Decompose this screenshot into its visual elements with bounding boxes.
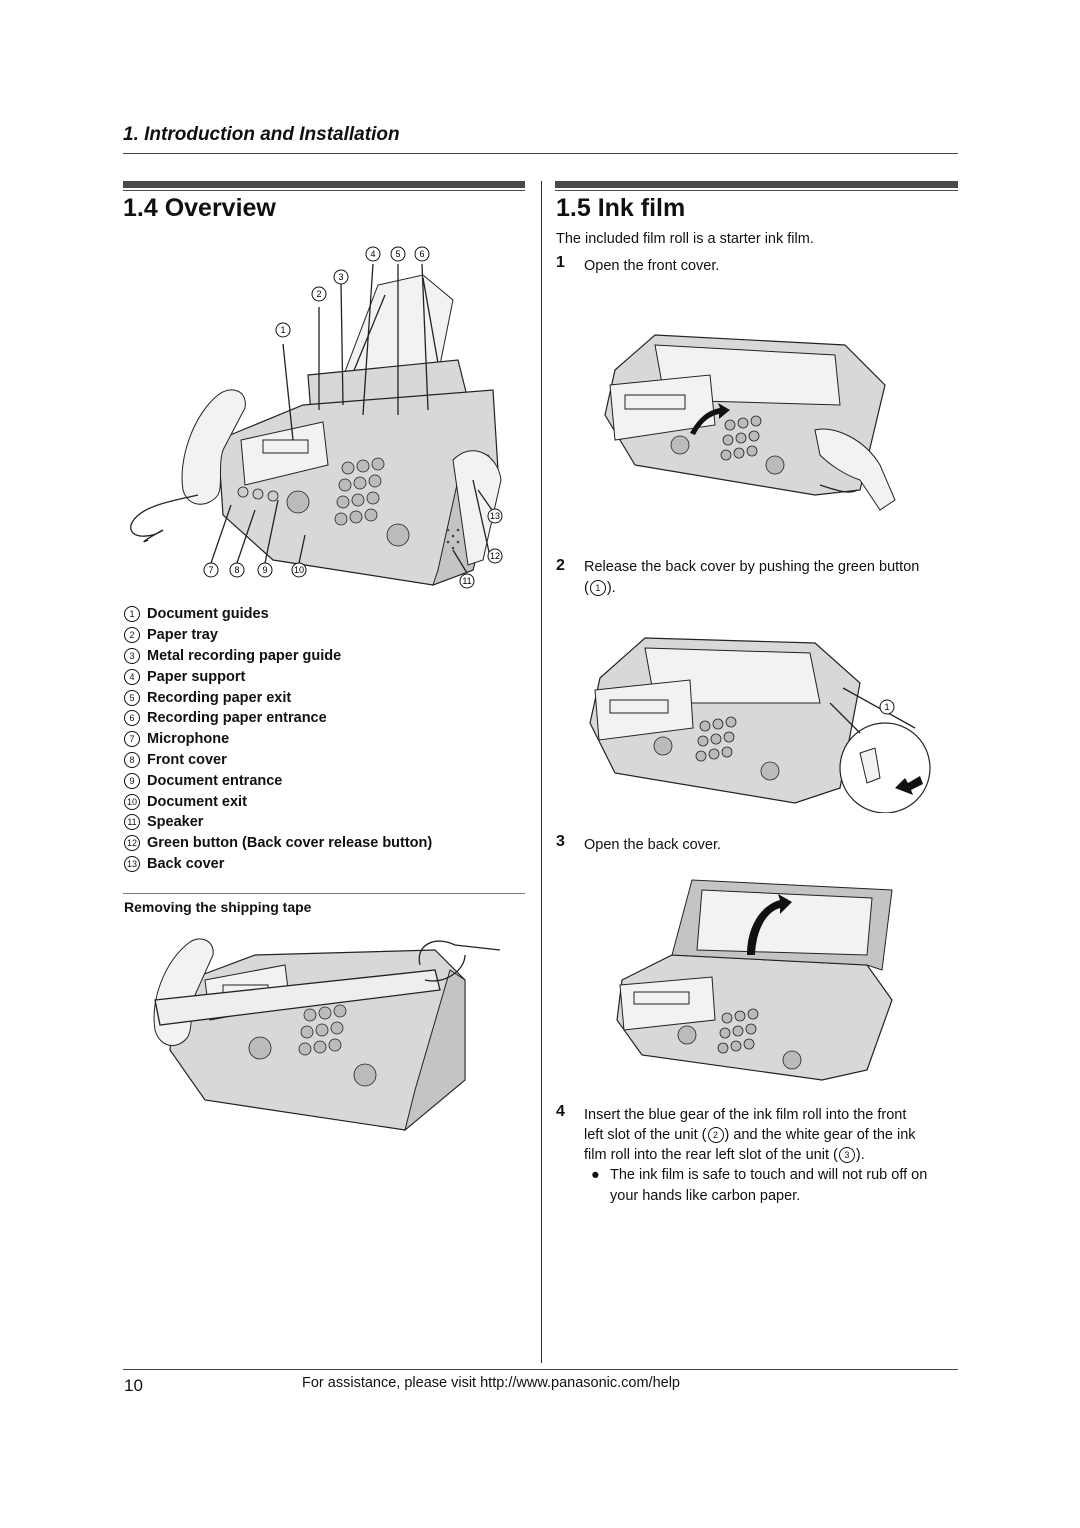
text-fragment: ( <box>584 580 589 596</box>
legend-label: Back cover <box>147 855 225 872</box>
open-front-cover-illustration <box>595 315 915 540</box>
legend-number: 4 <box>124 669 140 685</box>
legend-label: Paper tray <box>147 627 218 644</box>
legend-item <box>124 666 534 687</box>
legend-number: 5 <box>124 690 140 706</box>
svg-text:10: 10 <box>293 565 305 575</box>
step-ref-number: 2 <box>708 1127 724 1143</box>
section-divider <box>123 893 525 894</box>
legend-number: 8 <box>124 752 140 768</box>
legend-item <box>124 729 534 750</box>
section-bar-left-thin <box>123 190 525 191</box>
svg-text:12: 12 <box>489 551 501 561</box>
fig2-callout: 1 <box>884 702 890 712</box>
open-back-cover-illustration <box>612 870 902 1085</box>
step-number: 2 <box>556 557 565 574</box>
step-text: Release the back cover by pushing the green button <box>584 559 920 575</box>
legend-label: Recording paper entrance <box>147 710 327 727</box>
section-bar-right <box>555 181 958 188</box>
legend-number: 6 <box>124 710 140 726</box>
step-text: Insert the blue gear of the ink film roll into the front <box>584 1107 907 1123</box>
legend-item <box>124 687 534 708</box>
text-fragment: film roll into the rear left slot of the unit ( <box>584 1147 838 1163</box>
legend-item <box>124 625 534 646</box>
svg-text:9: 9 <box>262 565 268 575</box>
svg-text:2: 2 <box>316 289 322 299</box>
legend-label: Metal recording paper guide <box>147 647 342 664</box>
svg-text:13: 13 <box>489 511 501 521</box>
header-rule <box>123 153 958 154</box>
legend-number: 2 <box>124 627 140 643</box>
step-ref-number: 3 <box>839 1147 855 1163</box>
legend-number: 11 <box>124 814 140 830</box>
legend-label: Front cover <box>147 751 227 768</box>
legend-item <box>124 854 534 875</box>
legend-item <box>124 833 534 854</box>
legend-label: Document exit <box>147 793 247 810</box>
legend-item <box>124 750 534 771</box>
legend-label: Recording paper exit <box>147 689 292 706</box>
page-number: 10 <box>124 1376 143 1395</box>
legend-label: Document guides <box>147 606 269 623</box>
legend-item <box>124 770 534 791</box>
legend-number: 13 <box>124 856 140 872</box>
text-fragment: ) and the white gear of the ink <box>724 1127 916 1143</box>
svg-text:5: 5 <box>395 249 401 259</box>
assistance-text: For assistance, please visit http://www.panasonic.com/help <box>302 1375 680 1391</box>
svg-text:6: 6 <box>419 249 425 259</box>
svg-text:11: 11 <box>462 576 472 586</box>
legend-number: 10 <box>124 794 140 810</box>
step-number: 3 <box>556 833 565 850</box>
text-fragment: left slot of the unit ( <box>584 1127 707 1143</box>
legend-item <box>124 604 534 625</box>
legend-item <box>124 812 534 833</box>
legend-number: 9 <box>124 773 140 789</box>
step-ref-number: 1 <box>590 580 606 596</box>
svg-text:7: 7 <box>208 565 214 575</box>
step-text: Open the front cover. <box>584 258 720 274</box>
legend-number: 3 <box>124 648 140 664</box>
step-text: Open the back cover. <box>584 837 722 853</box>
shipping-tape-subheading: Removing the shipping tape <box>124 899 312 915</box>
step-text-line3 <box>584 1145 865 1166</box>
column-divider <box>541 181 542 1363</box>
step-text-line2 <box>584 1125 916 1146</box>
bullet-text: The ink film is safe to touch and will not rub off on your hands like carbon paper. <box>610 1167 928 1204</box>
footer-rule <box>123 1369 958 1370</box>
legend-label: Green button (Back cover release button) <box>147 835 433 852</box>
legend-label: Paper support <box>147 668 246 685</box>
release-back-cover-illustration <box>575 628 960 813</box>
step-number: 1 <box>556 254 565 271</box>
ink-film-heading: 1.5 Ink film <box>556 194 686 222</box>
svg-text:3: 3 <box>338 272 344 282</box>
overview-legend <box>124 604 534 874</box>
text-fragment: ). <box>855 1147 865 1163</box>
svg-text:4: 4 <box>370 249 376 259</box>
chapter-title: 1. Introduction and Installation <box>123 124 400 145</box>
overview-heading: 1.4 Overview <box>123 194 276 222</box>
legend-number: 1 <box>124 606 140 622</box>
legend-label: Microphone <box>147 731 230 748</box>
legend-number: 7 <box>124 731 140 747</box>
section-bar-right-thin <box>555 190 958 191</box>
step-number: 4 <box>556 1103 565 1120</box>
legend-item <box>124 708 534 729</box>
svg-text:1: 1 <box>280 325 286 335</box>
section-bar-left <box>123 181 525 188</box>
fax-overview-illustration <box>123 240 533 595</box>
legend-label: Document entrance <box>147 772 283 789</box>
svg-text:8: 8 <box>234 565 240 575</box>
shipping-tape-illustration <box>135 930 505 1140</box>
text-fragment: ). <box>606 580 616 596</box>
step-text-line2 <box>584 578 616 599</box>
ink-film-intro: The included film roll is a starter ink film. <box>556 231 814 247</box>
legend-label: Speaker <box>147 814 204 831</box>
legend-number: 12 <box>124 835 140 851</box>
legend-item <box>124 646 534 667</box>
bullet-icon: ● <box>591 1167 600 1183</box>
legend-item <box>124 791 534 812</box>
